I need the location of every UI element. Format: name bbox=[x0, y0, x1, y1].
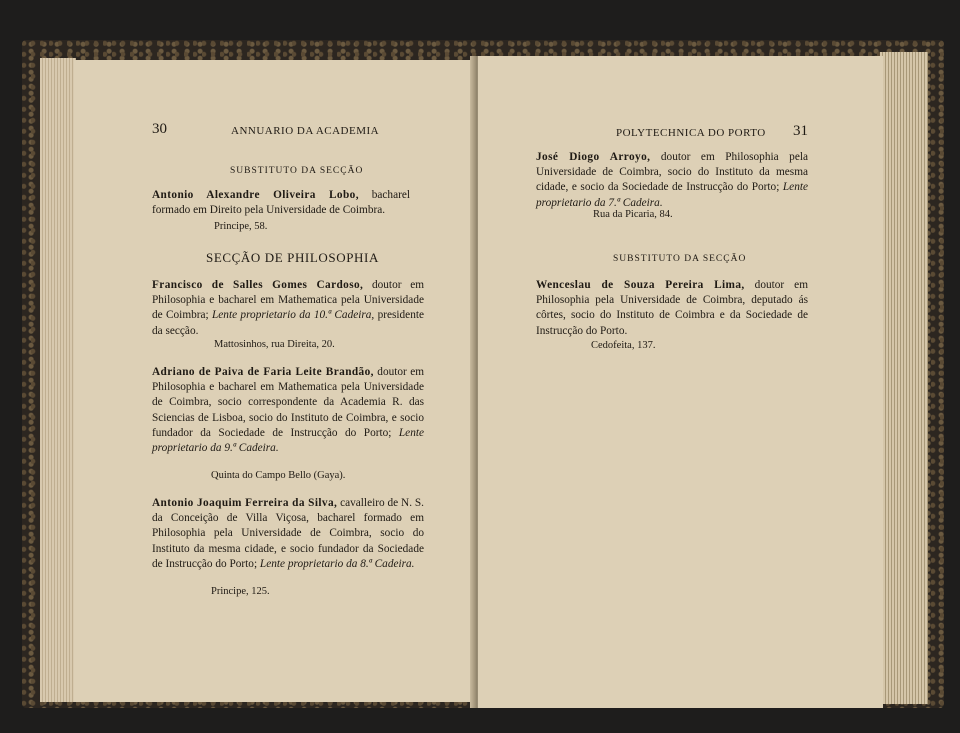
running-head: ANNUARIO DA ACADEMIA bbox=[231, 125, 380, 137]
entry-name: Antonio Alexandre Oliveira Lobo, bbox=[152, 189, 359, 201]
entry-name: Adriano de Paiva de Faria Leite Brandão, bbox=[152, 366, 374, 378]
entry-francisco: Francisco de Salles Gomes Cardoso, doutor em Philosophia e bacharel em Mathematica pela Universidade de Coimbra; Lente proprietario da 10.ª Cadeira, presidente da secção. bbox=[152, 279, 425, 337]
section-title: SECÇÃO DE PHILOSOPHIA bbox=[206, 250, 379, 265]
entry-name: José Diogo Arroyo, bbox=[536, 151, 651, 163]
entry-address: Quinta do Campo Bello (Gaya). bbox=[211, 470, 346, 481]
substituto-heading: SUBSTITUTO DA SECÇÃO bbox=[230, 166, 364, 176]
entry-adriano: Adriano de Paiva de Faria Leite Brandão, doutor em Philosophia e bacharel em Mathematica pela Universidade de Coimbra, socio correspondente da Academia R. das Sciencias de Lisboa, socio do Instituto de Coimbra, e socio fundador da Sociedade de Instrucção do Porto; Lente proprietario da 9.ª Cadeira. bbox=[152, 366, 424, 455]
entry-address: Principe, 58. bbox=[214, 221, 268, 232]
substituto-heading: SUBSTITUTO DA SECÇÃO bbox=[613, 254, 747, 264]
entry-address: Principe, 125. bbox=[211, 586, 270, 597]
right-page bbox=[478, 56, 883, 708]
entry-name: Antonio Joaquim Ferreira da Silva, bbox=[152, 497, 338, 509]
page-edges-right bbox=[880, 52, 928, 704]
left-page bbox=[74, 60, 474, 702]
running-head: POLYTECHNICA DO PORTO bbox=[616, 127, 766, 139]
page-number: 31 bbox=[793, 123, 808, 139]
entry-jose-diogo: José Diogo Arroyo, doutor em Philosophia pela Universidade de Coimbra, socio do Instituto da mesma cidade, e socio da Sociedade de Instrucção do Porto; Lente proprietario da 7.ª Cadeira. bbox=[536, 151, 808, 209]
entry-address: Rua da Picaria, 84. bbox=[593, 209, 673, 220]
entry-antonio-joaquim: Antonio Joaquim Ferreira da Silva, cavalleiro de N. S. da Conceição de Villa Viçosa, bacharel formado em Philosophia pela Universidade de Coimbra, socio do Instituto da mesma cidade, e socio fundador da Sociedade de Instrucção do Porto; Lente proprietario da 8.ª Cadeira. bbox=[152, 497, 424, 570]
page-number: 30 bbox=[152, 121, 167, 137]
page-edges-left bbox=[40, 58, 76, 702]
entry-name: Wenceslau de Souza Pereira Lima, bbox=[536, 279, 745, 291]
entry-antonio-alexandre: Antonio Alexandre Oliveira Lobo, bacharel formado em Direito pela Universidade de Coimbra. bbox=[152, 189, 410, 217]
entry-name: Francisco de Salles Gomes Cardoso, bbox=[152, 279, 364, 291]
entry-wenceslau: Wenceslau de Souza Pereira Lima, doutor em Philosophia pela Universidade de Coimbra, deputado ás côrtes, socio do Instituto de Coimbra e da Sociedade de Instrucção do Porto. bbox=[536, 279, 808, 337]
entry-address: Mattosinhos, rua Direita, 20. bbox=[214, 339, 335, 350]
entry-address: Cedofeita, 137. bbox=[591, 340, 656, 351]
